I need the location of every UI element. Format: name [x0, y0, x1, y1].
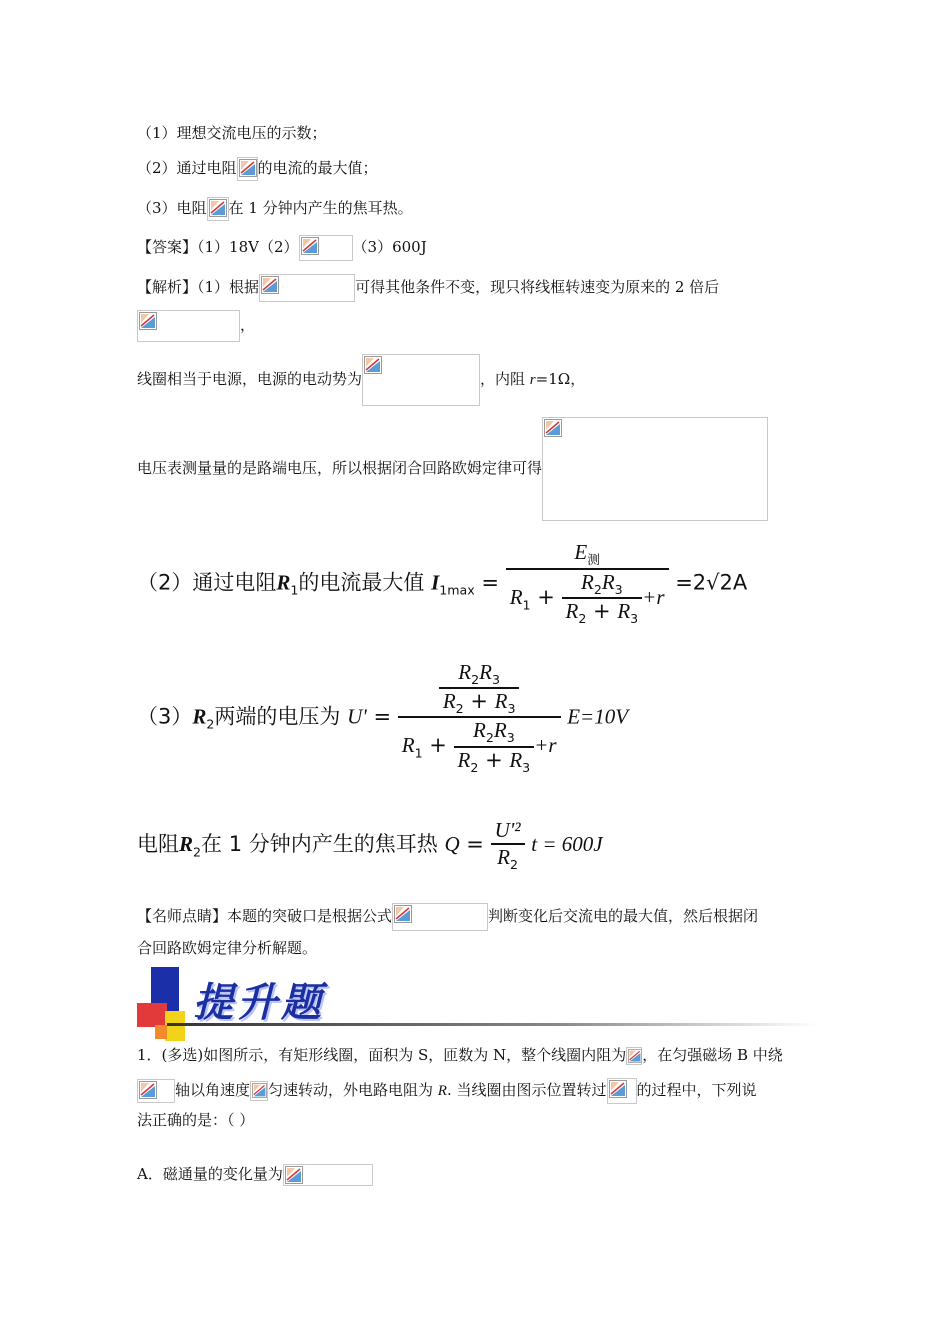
formula-text: 两端的电压为	[214, 704, 341, 729]
question-3-prefix: （3）电阻	[137, 199, 207, 217]
question-3-suffix: 在 1 分钟内产生的焦耳热。	[228, 199, 413, 217]
question-2	[137, 157, 378, 181]
problem-text: 匀速转动，外电路电阻为	[268, 1081, 438, 1099]
formula-fraction: $\frac{R_2R_3}{R_2 + R_3}$ $R_1$ + $\frac{R_2R_3}{R_2 + R_3}$ +r	[398, 660, 561, 775]
problem-line-2	[137, 1078, 757, 1104]
problem-text: R	[437, 1083, 447, 1099]
analysis-text: r	[529, 372, 536, 388]
problem-text: ，在匀强磁场 B 中绕	[642, 1046, 783, 1064]
formula-symbol: Q	[444, 832, 460, 857]
broken-image-icon	[259, 274, 355, 302]
analysis-label: 【解析】	[137, 278, 198, 296]
answer-label: 【答案】	[137, 238, 198, 256]
broken-image-icon	[626, 1047, 642, 1065]
formula-symbol: R	[509, 585, 523, 610]
formula-joule-heat: 电阻$R_2$在 1 分钟内产生的焦耳热 Q = $\frac{\text{U'²}}{R_2}$ t = 600J	[137, 818, 603, 873]
formula-current-max: （2）通过电阻$R_1$的电流最大值 $I_{1max}$ = $E_测$ $R_1$ + $\frac{R_2R_3}{R_2 + R_3}$ +r =2√2A	[137, 540, 748, 627]
problem-line-1	[137, 1045, 783, 1065]
analysis-text: 可得其他条件不变，现只将线框转速变为原来的 2 倍后	[355, 278, 720, 296]
problem-text: 轴以角速度	[175, 1081, 251, 1099]
formula-text: 的电流最大值	[298, 570, 425, 595]
broken-image-icon	[283, 1164, 373, 1186]
option-a	[137, 1164, 373, 1186]
formula-subscript: 测	[587, 552, 600, 568]
answer-part1: （1）18V（2）	[197, 238, 299, 256]
formula-result: E=10V	[567, 704, 629, 729]
problem-line-3: 法正确的是：（ ）	[137, 1111, 255, 1129]
formula-text: =	[481, 570, 500, 595]
formula-text: （2）通过电阻	[137, 570, 277, 595]
tip-text: 判断变化后交流电的最大值，然后根据闭	[488, 907, 759, 925]
formula-symbol: +r	[642, 585, 665, 610]
broken-image-icon	[137, 310, 240, 342]
formula-text: （3）	[137, 704, 193, 729]
section-banner	[137, 965, 817, 1043]
analysis-line-3	[137, 354, 585, 406]
formula-numerator: U'²	[494, 818, 521, 842]
analysis-text: ，内阻	[480, 370, 530, 388]
broken-image-icon	[137, 1079, 175, 1103]
broken-image-icon	[250, 1081, 268, 1101]
question-1: （1）理想交流电压的示数；	[137, 124, 327, 142]
answer-part3: （3）600J	[352, 238, 427, 256]
broken-image-icon	[299, 235, 353, 261]
question-2-suffix: 的电流的最大值；	[257, 159, 378, 177]
analysis-line-1	[137, 274, 719, 302]
analysis-text: ，	[240, 316, 256, 334]
formula-fraction: $E_测$ $R_1$ + $\frac{R_2R_3}{R_2 + R_3}$ +r	[506, 540, 669, 627]
broken-image-icon	[237, 157, 258, 181]
tip-line-2: 合回路欧姆定律分析解题。	[137, 939, 318, 957]
tip-text: 本题的突破口是根据公式	[227, 907, 393, 925]
broken-image-icon	[542, 417, 768, 521]
formula-symbol: R	[497, 845, 510, 869]
answer-line	[137, 235, 427, 261]
formula-voltage: $(3)R_2$两端的电压为 U' = $\frac{R_2R_3}{R_2 + R_3}$ $R_1$ + $\frac{R_2R_3}{R_2 + R_3}$ +r E=10V	[137, 660, 629, 775]
formula-text: 电阻	[137, 832, 179, 857]
formula-symbol: U'	[347, 704, 367, 729]
question-3	[137, 197, 413, 221]
analysis-text: 电压表测量量的是路端电压，所以根据闭合回路欧姆定律可得	[137, 459, 543, 477]
broken-image-icon	[607, 1078, 637, 1104]
broken-image-icon	[392, 903, 488, 931]
formula-symbol: R	[276, 570, 291, 595]
broken-image-icon	[207, 197, 229, 221]
banner-title: 提升题	[193, 979, 325, 1026]
formula-symbol: R	[192, 704, 207, 729]
analysis-text: =1Ω，	[535, 370, 586, 388]
formula-fraction: $\frac{\text{U'²}}{R_2}$	[491, 818, 525, 872]
tip-label: 【名师点睛】	[137, 907, 228, 925]
tip-line-1	[137, 903, 758, 931]
question-2-prefix: （2）通过电阻	[137, 159, 237, 177]
formula-subscript: 1max	[439, 582, 475, 598]
analysis-line-2	[137, 310, 255, 342]
broken-image-icon	[362, 354, 480, 406]
formula-text: 在 1 分钟内产生的焦耳热	[201, 832, 438, 857]
formula-symbol: R	[179, 832, 194, 857]
formula-text: =	[373, 704, 392, 729]
problem-text: . 当线圈由图示位置转过	[446, 1081, 607, 1099]
problem-text: 1．(多选)如图所示，有矩形线圈，面积为 S，匝数为 N，整个线圈内阻为	[137, 1046, 627, 1064]
formula-symbol: I	[431, 570, 440, 595]
formula-symbol: E	[574, 540, 588, 564]
formula-text: =	[466, 832, 484, 857]
analysis-line-4	[137, 417, 768, 521]
analysis-text: （1）根据	[197, 278, 260, 296]
formula-result: =2√2A	[675, 570, 748, 595]
problem-text: 的过程中，下列说	[636, 1081, 757, 1099]
analysis-text: 线圈相当于电源，电源的电动势为	[137, 370, 363, 388]
formula-result: t = 600J	[531, 832, 603, 857]
option-a-text: A．磁通量的变化量为	[137, 1165, 283, 1183]
